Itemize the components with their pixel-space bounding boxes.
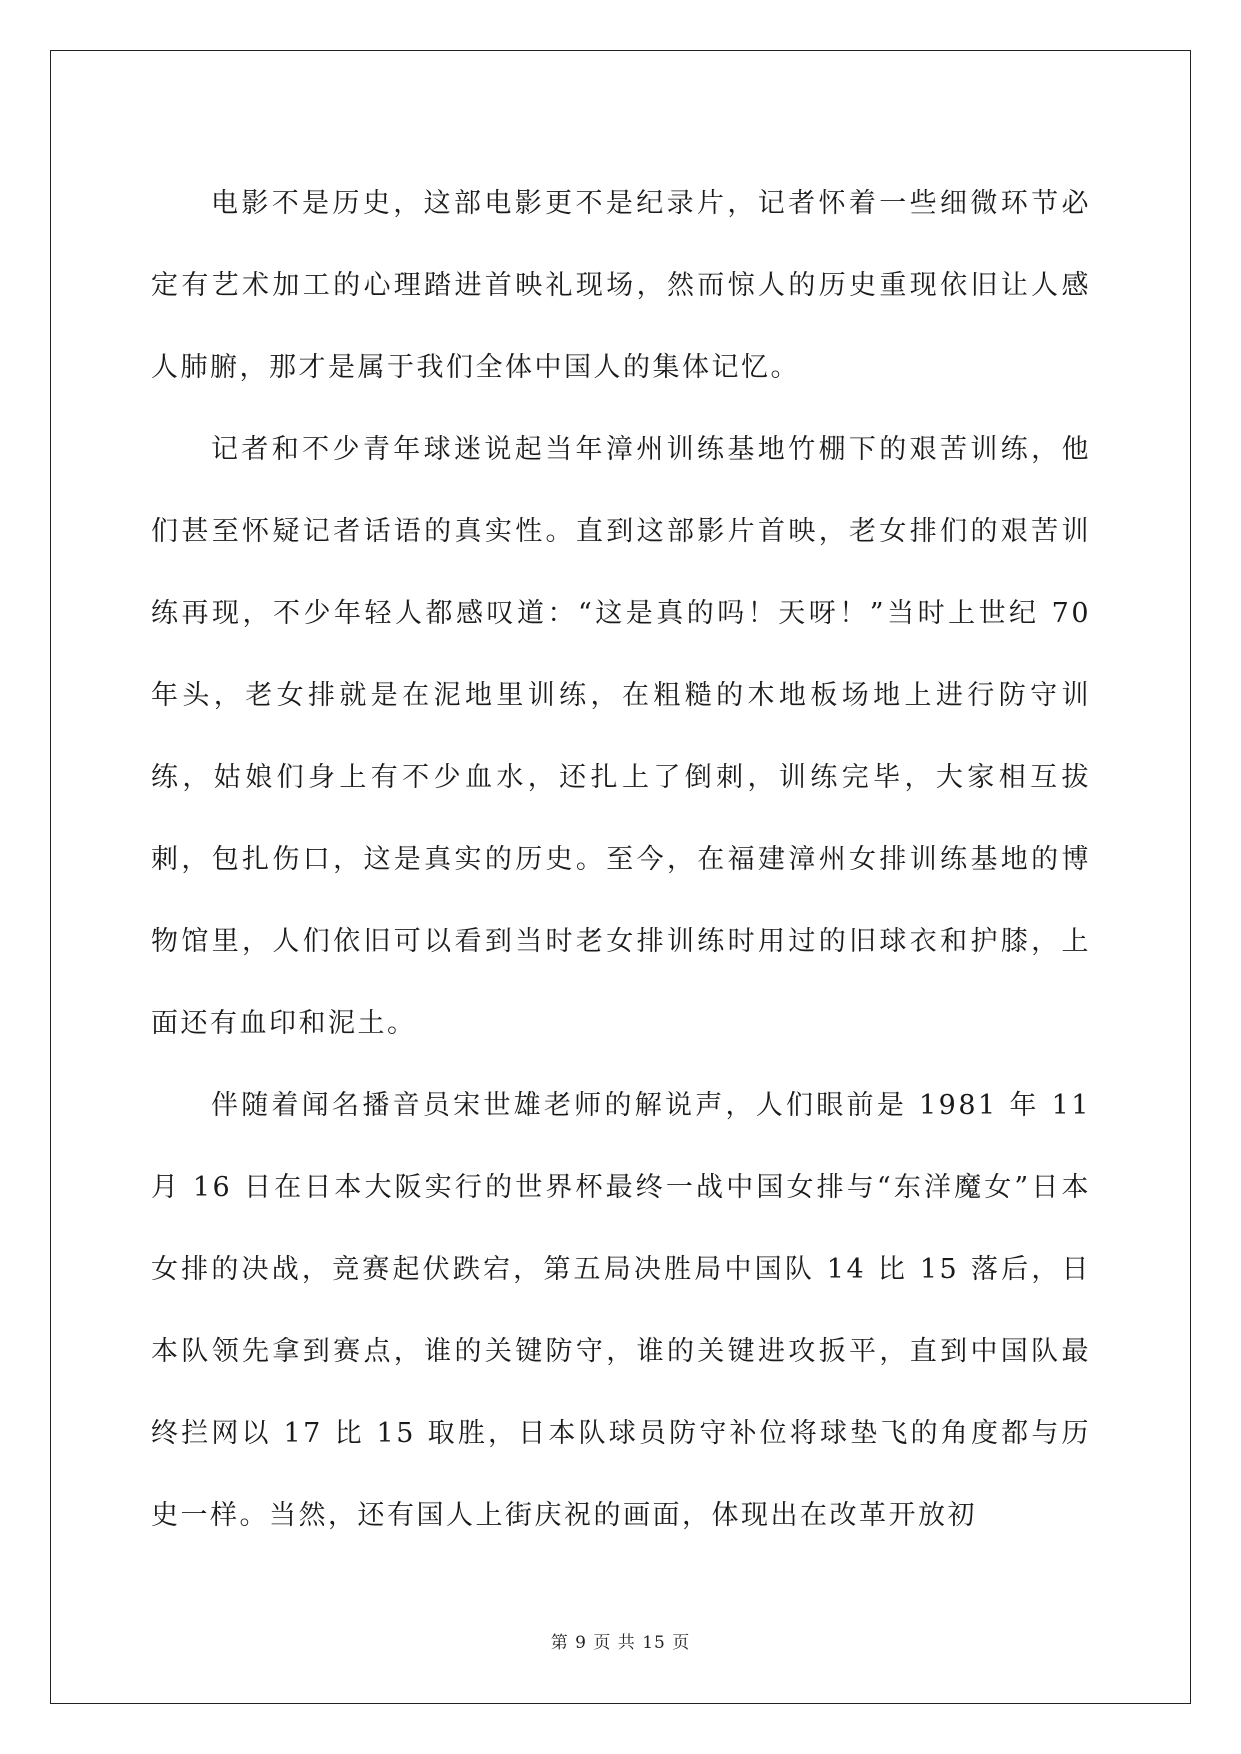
document-body: [151, 163, 1091, 1557]
paragraph-1: 电影不是历史，这部电影更不是纪录片，记者怀着一些细微环节必定有艺术加工的心理踏进首映礼现场，然而惊人的历史重现依旧让人感人肺腑，那才是属于我们全体中国人的集体记忆。: [151, 188, 1091, 383]
paragraph-2: 记者和不少青年球迷说起当年漳州训练基地竹棚下的艰苦训练，他们甚至怀疑记者话语的真实性。直到这部影片首映，老女排们的艰苦训练再现，不少年轻人都感叹道：“这是真的吗！天呀！”当时上世纪 70 年头，老女排就是在泥地里训练，在粗糙的木地板场地上进行防守训练，姑娘们身上有不少血水，还扎上了倒刺，训练完毕，大家相互拔刺，包扎伤口，这是真实的历史。至今，在福建漳州女排训练基地的博物馆里，人们依旧可以看到当时老女排训练时用过的旧球衣和护膝，上面还有血印和泥土。: [151, 434, 1091, 1039]
paragraph-3: 伴随着闻名播音员宋世雄老师的解说声，人们眼前是 1981 年 11 月 16 日在日本大阪实行的世界杯最终一战中国女排与“东洋魔女”日本女排的决战，竞赛起伏跌宕，第五局决胜局中国队 14 比 15 落后，日本队领先拿到赛点，谁的关键防守，谁的关键进攻扳平，直到中国队最终拦网以 17 比 15 取胜，日本队球员防守补位将球垫飞的角度都与历史一样。当然，还有国人上街庆祝的画面，体现出在改革开放初: [151, 1090, 1091, 1531]
page-footer: 第 9 页 共 15 页: [550, 1633, 691, 1653]
